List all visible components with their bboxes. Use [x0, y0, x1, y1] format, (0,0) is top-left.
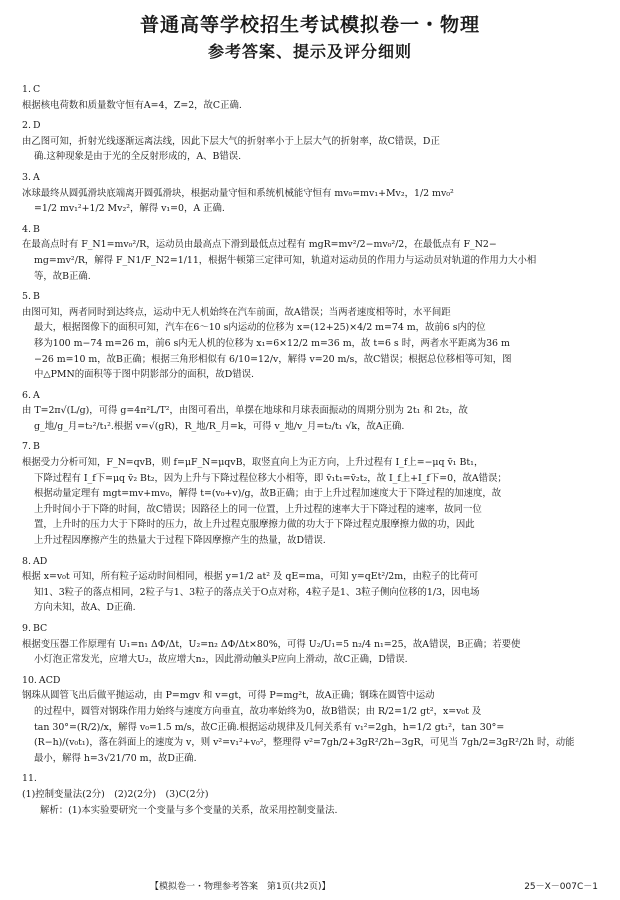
- explanation-line: (1)控制变量法(2分) (2)2(2分) (3)C(2分): [22, 788, 209, 800]
- explanation-line: 钢珠从圆管飞出后做平抛运动，由 P=mgv 和 v=gt，可得 P=mg²t，故A正确；钢珠在圆管中运动: [22, 690, 435, 702]
- explanation-line: 由 T=2π√(L/g)，可得 g=4π²L/T²，由图可看出，单摆在地球和月球表面振动的周期分别为 2t₁ 和 2t₂，故: [22, 405, 468, 417]
- answer-list: [22, 82, 598, 818]
- explanation-line: 冰球最终从圆弧滑块底端离开圆弧滑块，根据动量守恒和系统机械能守恒有 mv₀=mv₁+Mv₂，1/2 mv₀²: [22, 187, 454, 199]
- page-title: 普通高等学校招生考试模拟卷一・物理: [139, 14, 480, 36]
- explanation-line: 最大，根据图像下的面积可知，汽车在6～10 s内运动的位移为 x=(12+25)×4/2 m=74 m，故前6 s内的位: [34, 322, 486, 334]
- explanation-line: mg=mv²/R，解得 F_N1/F_N2=1/11，根据牛顿第三定律可知，轨道对运动员的作用力与运动员对轨道的作用力大小相: [34, 254, 537, 266]
- explanation-line: 根据受力分析可知，F_N=qvB，则 f=μF_N=μqvB，取竖直向上为正方向，上升过程有 I_f上=−μq v̄₁ Bt₁，: [22, 457, 484, 469]
- page-subtitle: 参考答案、提示及评分细则: [207, 42, 412, 61]
- explanation-line: 解析：(1)本实验要研究一个变量与多个变量的关系，故采用控制变量法.: [40, 804, 338, 816]
- answer-key: D: [32, 120, 41, 132]
- explanation-line: (R−h)/(v₀t₁)，落在斜面上的速度为 v，则 v²=v₁²+v₀²，整理得 v²=7gh/2+3gR²/2h−3gR，可见当 7gh/2=3gR²/2h 时，动能: [34, 737, 575, 749]
- question-number: 8.: [22, 555, 31, 567]
- answer-item: [22, 170, 598, 217]
- answer-item: [22, 673, 598, 767]
- explanation-line: 中△PMN的面积等于图中阴影部分的面积，故D错误.: [34, 369, 254, 381]
- explanation-line: 最小，解得 h=3√21/70 m，故D正确.: [34, 752, 197, 764]
- question-number: 4.: [22, 223, 31, 235]
- answer-item: [22, 621, 598, 668]
- footer-doc-code: 25－X－007C－1: [524, 882, 598, 892]
- answer-key: BC: [32, 623, 48, 634]
- explanation-line: 方向未知，故A、D正确.: [34, 602, 136, 614]
- explanation-line: 等，故B正确.: [34, 270, 91, 282]
- answer-item: [22, 771, 598, 818]
- explanation-line: 根据动量定理有 mgt=mv+mv₀，解得 t=(v₀+v)/g，故B正确；由于上升过程加速度大于下降过程的加速度，故: [34, 488, 502, 500]
- answer-item: [22, 439, 598, 548]
- explanation-line: 由乙图可知，折射光线逐渐远离法线，因此下层大气的折射率小于上层大气的折射率，故C错误，D正: [22, 135, 440, 147]
- explanation-line: 移为100 m−74 m=26 m，前6 s内无人机的位移为 x₁=6×12/2 m=36 m，故 t=6 s 时，两者水平距离为36 m: [34, 337, 510, 349]
- footer-page-label: 【模拟卷一・物理参考答案 第1页(共2页)】: [150, 882, 331, 892]
- answer-key: C: [32, 84, 41, 95]
- explanation-line: 在最高点时有 F_N1=mv₀²/R，运动员由最高点下滑到最低点过程有 mgR=mv²/2−mv₀²/2，在最低点有 F_N2−: [22, 239, 497, 251]
- answer-item: [22, 289, 598, 383]
- explanation-line: −26 m=10 m，故B正确；根据三角形相似有 6/10=12/v，解得 v=20 m/s，故C错误；根据总位移相等可知，图: [34, 353, 512, 365]
- explanation-line: 下降过程有 I_f下=μq v̄₂ Bt₂，因为上升与下降过程位移大小相等，即 v̄₁t₁=v̄₂t₂，故 I_f上+I_f下=0，故A错误；: [34, 472, 507, 484]
- answer-key: ACD: [38, 674, 61, 686]
- question-number: 6.: [22, 389, 31, 401]
- explanation-line: 根据变压器工作原理有 U₁=n₁ ΔΦ/Δt，U₂=n₂ ΔΦ/Δt×80%，可得 U₂/U₁=5 n₂/4 n₁=25，故A错误，B正确；若要使: [22, 638, 521, 650]
- question-number: 10.: [22, 674, 37, 686]
- explanation-line: g_地/g_月=t₂²/t₁².根据 v=√(gR)，R_地/R_月=k，可得 v_地/v_月=t₂/t₁ √k，故A正确.: [34, 420, 405, 432]
- question-number: 9.: [22, 623, 31, 634]
- explanation-line: tan 30°=(R/2)/x，解得 v₀=1.5 m/s，故C正确.根据运动规律及几何关系有 v₁²=2gh，h=1/2 gt₁²，tan 30°=: [34, 721, 505, 733]
- question-number: 5.: [22, 291, 31, 303]
- explanation-line: 知1、3粒子的落点相同，2粒子与1、3粒子的落点关于O点对称，4粒子是1、3粒子侧向位移的1/3，因电场: [34, 586, 480, 598]
- answer-key: A: [32, 389, 40, 401]
- explanation-line: 由图可知，两者同时到达终点，运动中无人机始终在汽车前面，故A错误；当两者速度相等时，水平间距: [22, 306, 451, 318]
- answer-item: [22, 222, 598, 284]
- question-number: 7.: [22, 441, 31, 453]
- answer-key: B: [32, 223, 40, 235]
- question-number: 3.: [22, 171, 31, 183]
- explanation-line: =1/2 mv₁²+1/2 Mv₂²，解得 v₁=0，A 正确.: [34, 203, 225, 215]
- page-footer: [0, 879, 620, 892]
- explanation-line: 小灯泡正常发光，应增大U₂，故应增大n₂，因此滑动触头P应向上滑动，故C正确，D错误.: [34, 654, 408, 666]
- answer-item: [22, 554, 598, 616]
- explanation-line: 确.这种现象是由于光的全反射形成的，A、B错误.: [34, 151, 242, 163]
- answer-key: B: [32, 441, 40, 453]
- explanation-line: 根据 x=v₀t 可知，所有粒子运动时间相同，根据 y=1/2 at² 及 qE=ma，可知 y=qEt²/2m，由粒子的比荷可: [22, 571, 479, 583]
- explanation-line: 上升时间小于下降的时间，故C错误；因路径上的同一位置，上升过程的速率大于下降过程的速率，故同一位: [34, 503, 482, 515]
- answer-key: B: [32, 291, 40, 303]
- answer-item: [22, 82, 598, 113]
- answer-item: [22, 118, 598, 165]
- answer-key: AD: [32, 555, 48, 567]
- explanation-line: 上升过程因摩擦产生的热量大于过程下降因摩擦产生的热量，故D错误.: [34, 535, 326, 547]
- explanation-line: 的过程中，圆管对钢珠作用力始终与速度方向垂直，故功率始终为0，故B错误；由 R/2=1/2 gt²，x=v₀t 及: [34, 705, 482, 717]
- answer-item: [22, 388, 598, 435]
- question-number: 1.: [22, 84, 31, 95]
- question-number: 2.: [22, 120, 31, 132]
- answer-key: A: [32, 171, 40, 183]
- explanation-line: 置，上升时的压力大于下降时的压力，故上升过程克服摩擦力做的功大于下降过程克服摩擦力做的功，因此: [34, 519, 475, 531]
- explanation-line: 根据核电荷数和质量数守恒有A=4，Z=2，故C正确.: [22, 99, 242, 111]
- question-number: 11.: [22, 773, 37, 785]
